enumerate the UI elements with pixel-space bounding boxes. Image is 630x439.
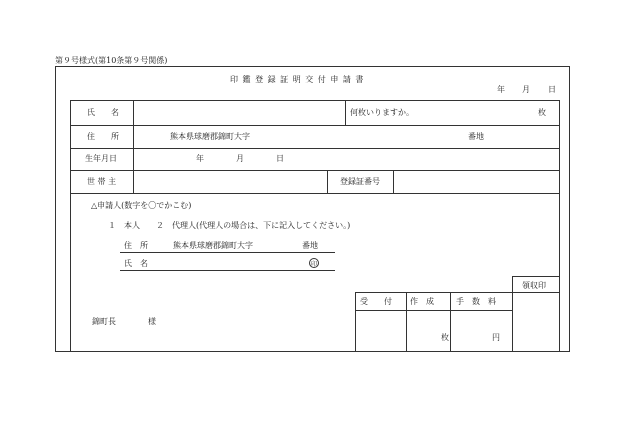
receipt-seal-left xyxy=(512,276,513,352)
agent-name-label: 氏 名 xyxy=(124,259,148,268)
birthdate-label: 生年月日 xyxy=(85,154,117,163)
receipt-seal-label: 領収印 xyxy=(522,281,546,290)
name-label: 氏 名 xyxy=(87,108,119,117)
label-column-divider xyxy=(133,100,134,193)
registration-divider xyxy=(327,170,328,193)
date-month-label: 月 xyxy=(522,85,530,94)
birth-day-label: 日 xyxy=(276,154,284,163)
date-day-label: 日 xyxy=(548,85,556,94)
row-divider xyxy=(70,170,560,171)
birth-year-label: 年 xyxy=(196,154,204,163)
office-col-divider xyxy=(406,292,407,352)
agent-address-label: 住 所 xyxy=(124,241,148,250)
receipt-seal-divider xyxy=(512,292,560,293)
seal-mark-text: 印 xyxy=(310,260,317,268)
date-year-label: 年 xyxy=(497,85,505,94)
office-col-divider xyxy=(450,292,451,352)
receipt-seal-top xyxy=(512,276,560,277)
office-box-top xyxy=(355,292,512,293)
row-divider xyxy=(70,148,560,149)
copies-divider xyxy=(345,101,346,125)
address-banchi: 番地 xyxy=(468,132,484,141)
seal-mark xyxy=(309,258,319,268)
address-value: 熊本県球磨郡錦町大字 xyxy=(170,132,250,141)
fee-label: 手 数 料 xyxy=(456,297,496,306)
birth-month-label: 月 xyxy=(236,154,244,163)
householder-label: 世 帯 主 xyxy=(87,177,117,186)
sheets-unit: 枚 xyxy=(441,333,449,342)
address-label: 住 所 xyxy=(87,132,119,141)
prepared-label: 作 成 xyxy=(410,297,434,306)
addressee: 錦町長 xyxy=(92,317,116,326)
agent-banchi: 番地 xyxy=(302,241,318,250)
agent-address-value: 熊本県球磨郡錦町大字 xyxy=(173,241,253,250)
yen-unit: 円 xyxy=(492,333,500,342)
copies-unit: 枚 xyxy=(538,108,546,117)
office-header-divider xyxy=(355,310,512,311)
copies-question: 何枚いりますか。 xyxy=(350,108,414,117)
office-box-left xyxy=(355,292,356,352)
applicant-options: １ 本人 ２ 代理人(代理人の場合は、下に記入してください。) xyxy=(108,221,351,230)
registration-value-divider xyxy=(393,170,394,193)
addressee-honorific: 様 xyxy=(148,317,156,326)
agent-name-underline xyxy=(120,270,335,271)
agent-address-underline xyxy=(120,252,335,253)
registration-number-label: 登録証番号 xyxy=(340,177,380,186)
applicant-heading: △申請人(数字を〇でかこむ) xyxy=(91,201,192,210)
name-row-frame xyxy=(70,100,560,126)
received-label: 受 付 xyxy=(360,297,392,306)
row-divider xyxy=(70,193,560,194)
form-number-note: 第９号様式(第10条第９号関係) xyxy=(55,56,168,65)
form-title: 印 鑑 登 録 証 明 交 付 申 請 書 xyxy=(230,75,365,84)
